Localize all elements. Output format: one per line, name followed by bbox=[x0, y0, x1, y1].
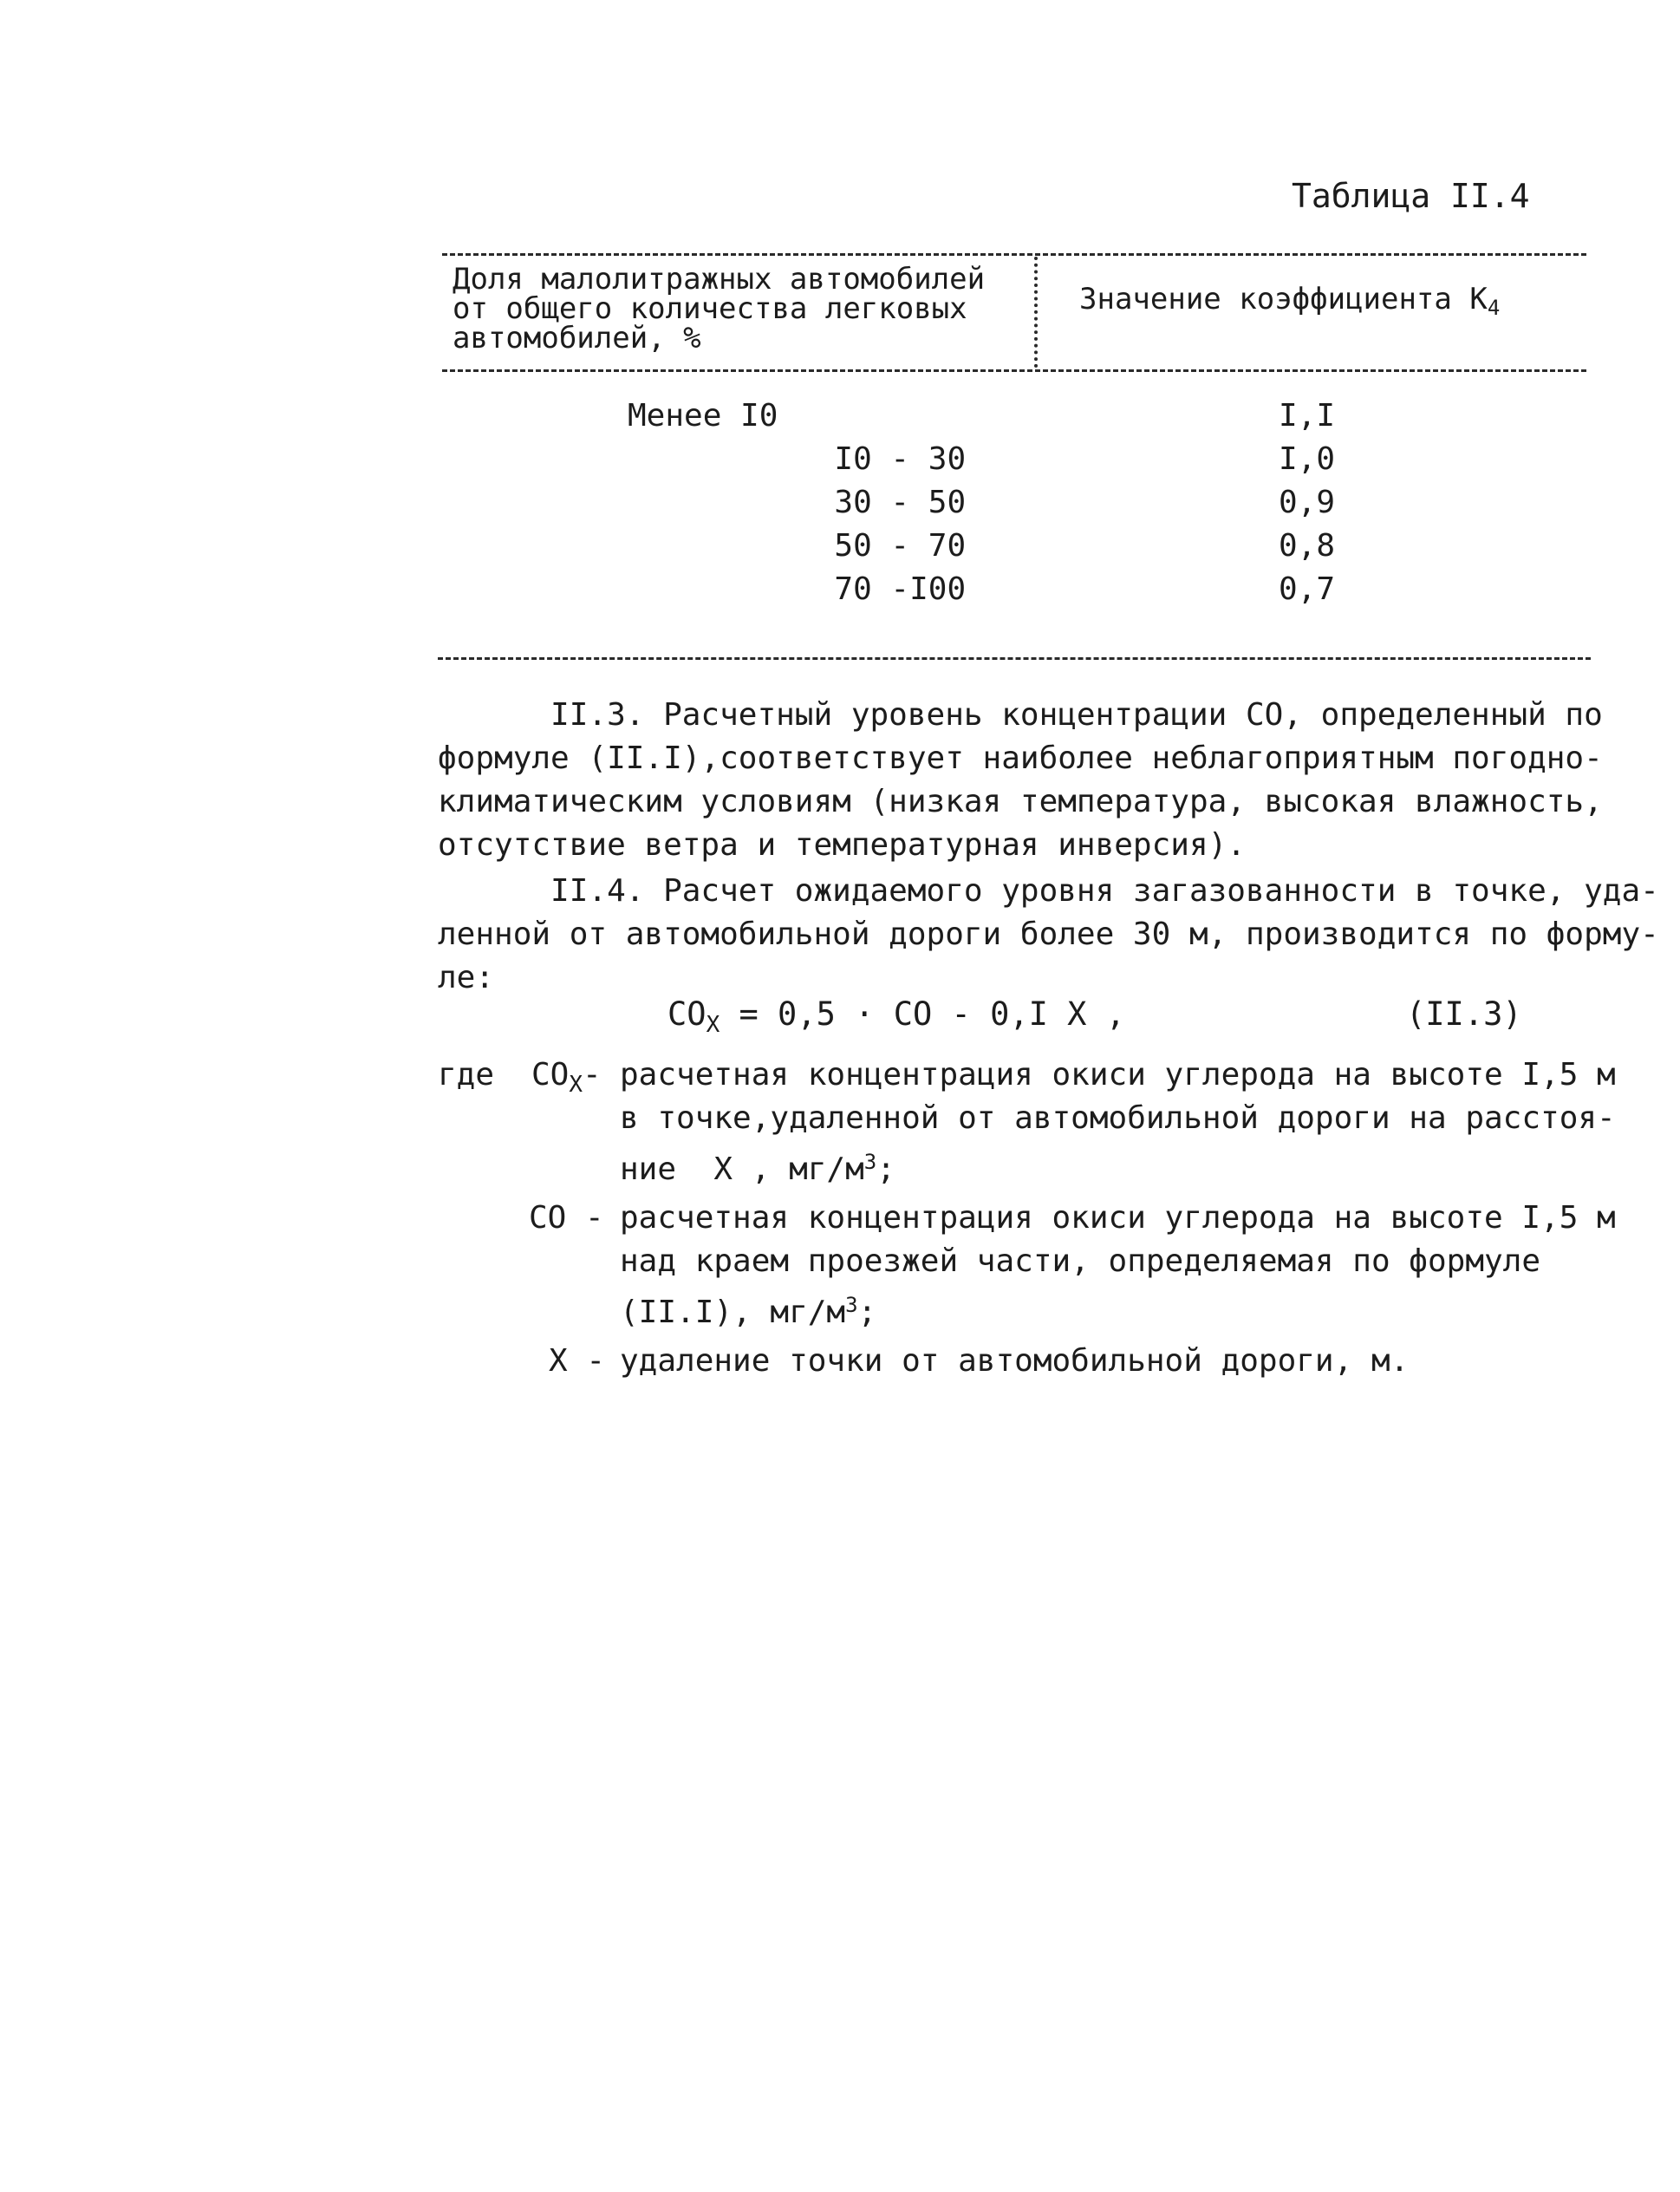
table-coefficient-values: I,I I,0 0,9 0,8 0,7 bbox=[1279, 398, 1336, 607]
formula-lhs-subscript: X bbox=[706, 1011, 720, 1038]
paragraph-ii-4: II.4. Расчет ожидаемого уровня загазованности в точке, уда- ленной от автомобильной дороги более 30 м, производится по форму- ле: bbox=[438, 873, 1659, 995]
definition-co-superscript: 3 bbox=[845, 1293, 858, 1317]
definition-cox-end: ; bbox=[876, 1151, 895, 1187]
definition-co-symbol: CO - bbox=[529, 1200, 604, 1236]
definition-cox-text bbox=[620, 1054, 1616, 1191]
definition-cox-dash: - bbox=[583, 1057, 602, 1093]
paragraph-ii-3: II.3. Расчетный уровень концентрации СО, определенный по формуле (II.I),соответствует наиболее неблагоприятным погодно- климатическим условиям (низкая температура, высокая влажность, отсутствие ветра и температурная инверсия). bbox=[438, 697, 1603, 863]
definition-x-symbol: X - bbox=[549, 1343, 606, 1379]
definition-cox-superscript: 3 bbox=[863, 1150, 877, 1174]
definition-co-end: ; bbox=[857, 1295, 877, 1330]
table-bottom-rule bbox=[438, 657, 1591, 660]
table-top-rule bbox=[442, 253, 1586, 256]
definition-cox-subscript: X bbox=[569, 1071, 583, 1098]
table-header-coefficient-label: Значение коэффициента К bbox=[1079, 282, 1488, 316]
formula-rhs: = 0,5 · CO - 0,I X , bbox=[720, 995, 1126, 1033]
definition-co-text bbox=[620, 1197, 1616, 1334]
formula-ii-3 bbox=[667, 995, 1125, 1038]
table-header-rule bbox=[442, 369, 1586, 372]
table-share-values: Менее I0 I0 - 30 30 - 50 50 - 70 70 -I00 bbox=[628, 398, 967, 607]
formula-lhs: CO bbox=[667, 995, 707, 1033]
table-column-divider bbox=[1034, 257, 1038, 368]
definition-co-text-body: расчетная концентрация окиси углерода на высоте I,5 м над краем проезжей части, определяемая по формуле (II.I), мг/м bbox=[620, 1200, 1616, 1330]
table-header-coefficient bbox=[1079, 282, 1500, 320]
formula-number: (II.3) bbox=[1406, 995, 1522, 1033]
definition-cox-symbol-text: CO bbox=[531, 1057, 570, 1093]
definition-where-word: где bbox=[438, 1057, 495, 1093]
definition-x-text: удаление точки от автомобильной дороги, м. bbox=[620, 1343, 1410, 1379]
definition-cox-text-body: расчетная концентрация окиси углерода на высоте I,5 м в точке,удаленной от автомобильной дороги на расстоя- ние X , мг/м bbox=[620, 1057, 1616, 1187]
table-header-share: Доля малолитражных автомобилей от общего количества легковых автомобилей, % bbox=[453, 262, 986, 356]
table-header-coefficient-subscript: 4 bbox=[1487, 296, 1501, 321]
definition-cox-symbol bbox=[531, 1054, 602, 1106]
table-title: Таблица II.4 bbox=[1292, 177, 1530, 215]
